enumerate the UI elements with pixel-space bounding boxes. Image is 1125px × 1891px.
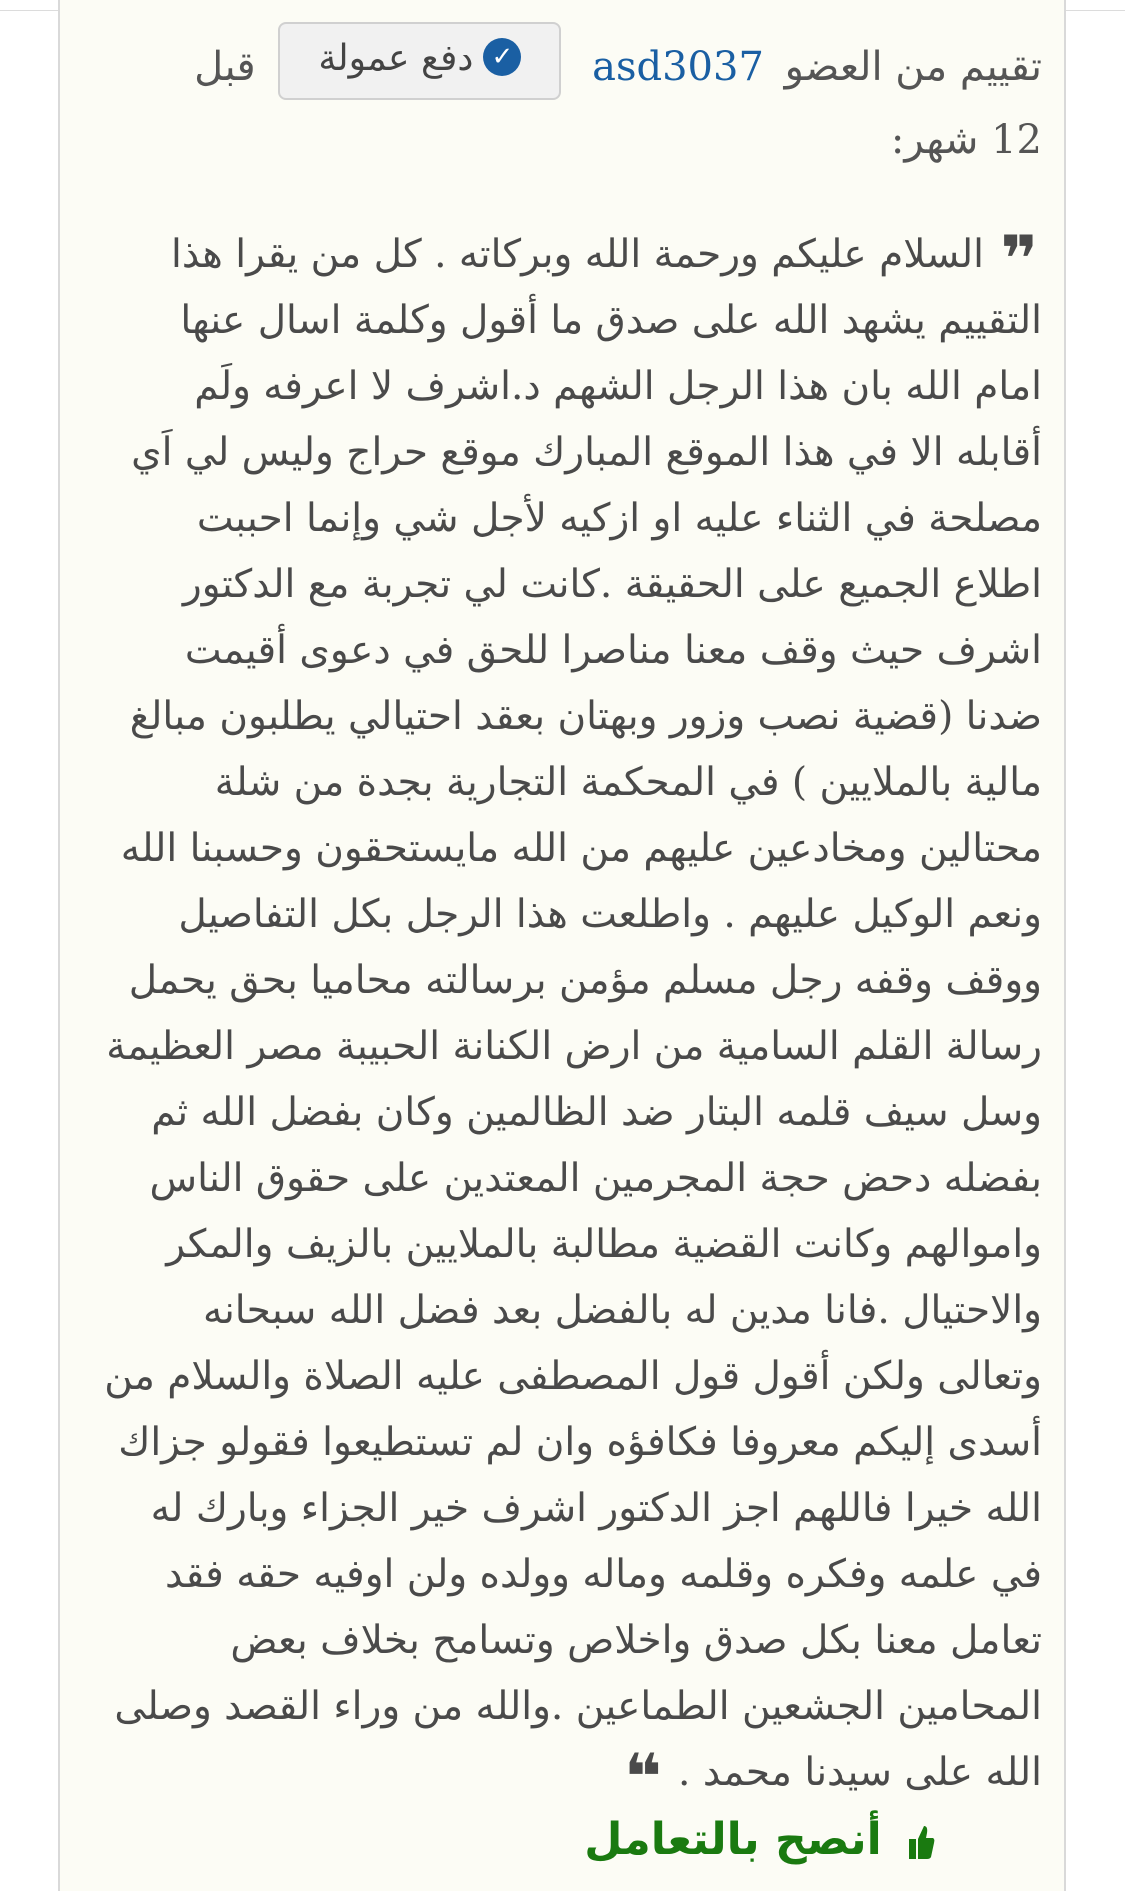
commission-paid-badge	[278, 22, 561, 100]
review-body	[102, 222, 1042, 1815]
quote-open-icon: ❞	[1000, 223, 1038, 297]
recommendation	[584, 1810, 935, 1870]
thumbs-up-icon	[907, 1823, 935, 1861]
review-card	[58, 0, 1066, 1891]
check-circle-icon: ✓	[483, 38, 521, 76]
review-text: السلام عليكم ورحمة الله وبركاته . كل من يقرا هذا التقييم يشهد الله على صدق ما أقول وكلمة اسال عنها امام الله بان هذا الرجل الشهم د.اشرف لا اعرفه ولَم أقابله الا في هذا الموقع المبارك موقع حراج وليس لي اَي مصلحة في الثناء عليه او ازكيه لأجل شي وإنما احببت اطلاع الجميع على الحقيقة .كانت لي تجربة مع الدكتور اشرف حيث وقف معنا مناصرا للحق في دعوى أقيمت ضدنا (قضية نصب وزور وبهتان بعقد احتيالي يطلبون مبالغ مالية بالملايين ) في المحكمة التجارية بجدة من شلة محتالين ومخادعين عليهم من الله مايستحقون وحسبنا الله ونعم الوكيل عليهم . واطلعت هذا الرجل بكل التفاصيل ووقف وقفه رجل مسلم مؤمن برسالته محاميا بحق يحمل رسالة القلم السامية من ارض الكنانة الحبيبة مصر العظيمة وسل سيف قلمه البتار ضد الظالمين وكان بفضل الله ثم بفضله دحض حجة المجرمين المعتدين على حقوق الناس واموالهم وكانت القضية مطالبة بالملايين بالزيف والمكر والاحتيال .فانا مدين له بالفضل بعد فضل الله سبحانه وتعالى ولكن أقول قول المصطفى عليه الصلاة والسلام من أسدى إليكم معروفا فكافؤه وان لم تستطيعوا فقولو جزاك الله خيرا فاللهم اجز الدكتور اشرف خير الجزاء وبارك له في علمه وفكره وقلمه وماله وولده ولن اوفيه حقه فقد تعامل معنا بكل صدق واخلاص وتسامح بخلاف بعض المحامين الجشعين الطماعين .والله من وراء القصد وصلى الله على سيدنا محمد .	[104, 232, 1042, 1795]
review-from-label: تقييم من العضو	[784, 44, 1042, 90]
quote-close-icon: ❝	[624, 1741, 662, 1815]
member-name-link[interactable]: asd3037	[592, 44, 764, 90]
recommendation-label: أنصح بالتعامل	[584, 1814, 882, 1865]
review-header	[142, 30, 1042, 172]
commission-paid-label: دفع عمولة	[318, 38, 474, 79]
review-time-ago: قبل 12 شهر:	[194, 44, 1042, 163]
